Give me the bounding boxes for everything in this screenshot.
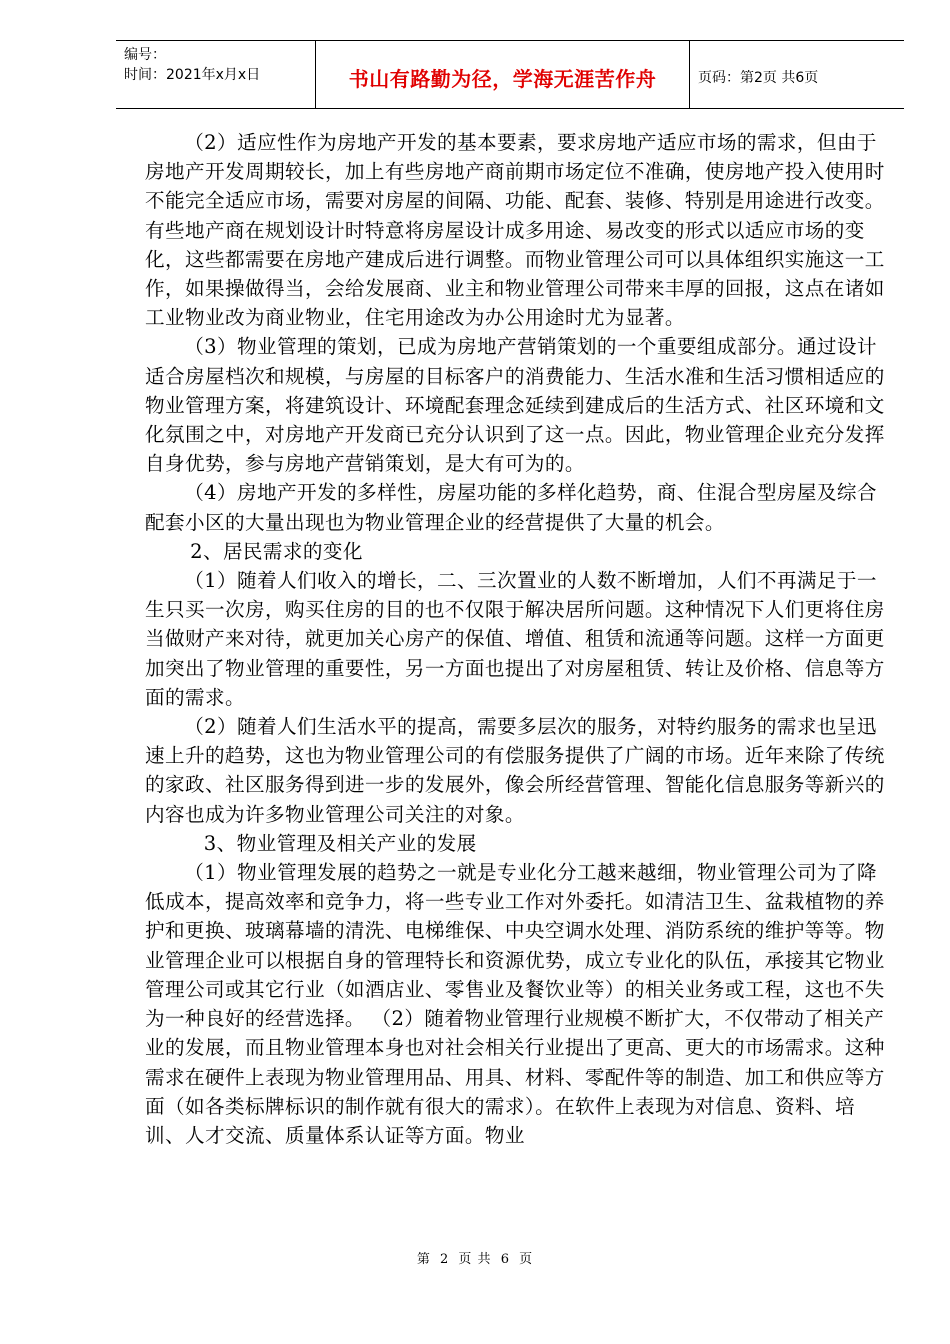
footer-page-number: 2 [440,1252,450,1267]
section-heading: 2、居民需求的变化 [190,539,363,563]
page-header [116,40,904,109]
footer-suffix: 页 [519,1252,534,1267]
header-page-info: 页码：第2页 共6页 [698,69,819,86]
page-footer [0,1248,950,1267]
paragraph: （2）适应性作为房地产开发的基本要素，要求房地产适应市场的需求，但由于房地产开发周期较长，加上有些房地产商前期市场定位不准确，使房地产投入使用时不能完全适应市场，需要对房屋的间隔、功能、配套、装修、特别是用途进行改变。有些地产商在规划设计时特意将房屋设计成多用途、易改变的形式以适应市场的变化，这些都需要在房地产建成后进行调整。而物业管理公司可以具体组织实施这一工作，如果操做得当，会给发展商、业主和物业管理公司带来丰厚的回报，这点在诸如工业物业改为商业物业，住宅用途改为办公用途时尤为显著。 [145,131,885,330]
paragraph: （2）随着人们生活水平的提高，需要多层次的服务，对特约服务的需求也呈迅速上升的趋势，这也为物业管理公司的有偿服务提供了广阔的市场。近年来除了传统的家政、社区服务得到进一步的发展外，像会所经营管理、智能化信息服务等新兴的内容也成为许多物业管理公司关注的对象。 [145,715,885,826]
paragraph: （4）房地产开发的多样性，房屋功能的多样化趋势，商、住混合型房屋及综合配套小区的大量出现也为物业管理企业的经营提供了大量的机会。 [145,481,877,534]
footer-prefix: 第 [416,1252,431,1267]
paragraph: （1）随着人们收入的增长，二、三次置业的人数不断增加，人们不再满足于一生只买一次房，购买住房的目的也不仅限于解决居所问题。这种情况下人们更将住房当做财产来对待，就更加关心房产的保值、增值、租赁和流通等问题。这样一方面更加突出了物业管理的重要性，另一方面也提出了对房屋租赁、转让及价格、信息等方面的需求。 [145,569,885,709]
document-body [145,128,887,1150]
paragraph: （3）物业管理的策划，已成为房地产营销策划的一个重要组成部分。通过设计适合房屋档次和规模，与房屋的目标客户的消费能力、生活水准和生活习惯相适应的物业管理方案，将建筑设计、环境配套理念延续到建成后的生活方式、社区环境和文化氛围之中，对房地产开发商已充分认识到了这一点。因此，物业管理企业充分发挥自身优势，参与房地产营销策划，是大有可为的。 [145,335,885,476]
paragraph: （1）物业管理发展的趋势之一就是专业化分工越来越细，物业管理公司为了降低成本，提高效率和竞争力，将一些专业工作对外委托。如清洁卫生、盆栽植物的养护和更换、玻璃幕墙的清洗、电梯维保、中央空调水处理、消防系统的维护等等。物业管理企业可以根据自身的管理特长和资源优势，成立专业化的队伍，承接其它物业管理公司或其它行业（如酒店业、零售业及餐饮业等）的相关业务或工程，这也不失为一种良好的经营选择。 （2）随着物业管理行业规模不断扩大，不仅带动了相关产业的发展，而且物业管理本身也对社会相关行业提出了更高、更大的市场需求。这种需求在硬件上表现为物业管理用品、用具、材料、零配件等的制造、加工和供应等方面（如各类标牌标识的制作就有很大的需求）。在软件上表现为对信息、资料、培训、人才交流、质量体系认证等方面。物业 [145,861,885,1147]
footer-mid: 页 共 [458,1252,492,1267]
header-motto: 书山有路勤为径，学海无涯苦作舟 [316,41,690,108]
footer-total-pages: 6 [500,1252,510,1267]
header-time-label: 时间：2021年x月x日 [124,67,261,83]
header-meta [116,41,316,108]
header-number-label: 编号： [124,47,166,63]
section-heading: 3、物业管理及相关产业的发展 [203,831,477,855]
